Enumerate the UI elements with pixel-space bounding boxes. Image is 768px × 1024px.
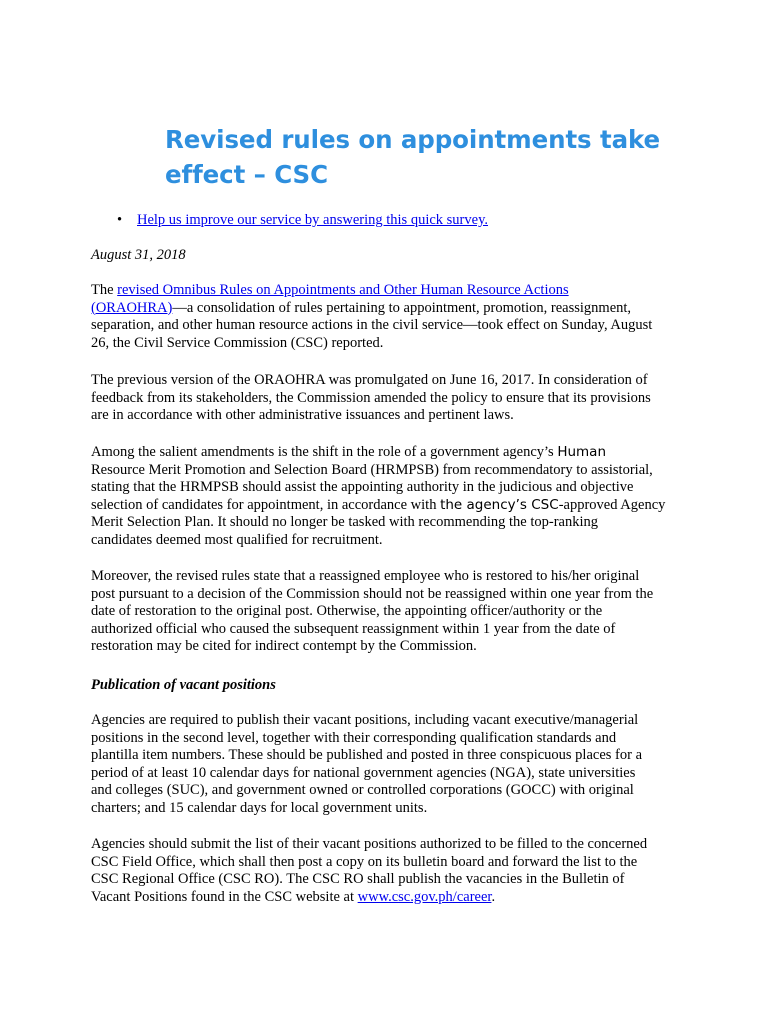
p6-line4-tail: . bbox=[491, 888, 496, 905]
p1-line3: separation, and other human resource actions in the civil service—took effect on Sunday, August bbox=[91, 317, 653, 334]
survey-list bbox=[117, 210, 488, 230]
p3-line4a: selection of candidates for appointment, in accordance with bbox=[91, 496, 441, 513]
p4-line3: date of restoration to the original post. Otherwise, the appointing officer/authority or the bbox=[91, 603, 603, 620]
p2-line1: The previous version of the ORAOHRA was promulgated on June 16, 2017. In consideration of bbox=[91, 372, 648, 388]
p5-line6: charters; and 15 calendar days for local government units. bbox=[91, 799, 428, 816]
p6-line4-lead: Vacant Positions found in the CSC website at bbox=[91, 888, 358, 905]
p3-line5: Merit Selection Plan. It should no longer be tasked with recommending the top-ranking bbox=[91, 514, 598, 531]
paragraph-2 bbox=[91, 372, 691, 425]
paragraph-3 bbox=[91, 444, 691, 550]
p6-line2: CSC Field Office, which shall then post a copy on its bulletin board and forward the list to the bbox=[91, 853, 638, 870]
paragraph-4 bbox=[91, 568, 691, 656]
p4-line5: restoration may be cited for indirect contempt by the Commission. bbox=[91, 638, 477, 655]
p3-line2: Resource Merit Promotion and Selection Board (HRMPSB) from recommendatory to assistorial, bbox=[91, 461, 653, 478]
p3-line4c: -approved Agency bbox=[558, 496, 666, 513]
article-title: Revised rules on appointments take effect – CSC bbox=[165, 125, 661, 189]
p5-line4: period of at least 10 calendar days for national government agencies (NGA), state universities bbox=[91, 764, 636, 781]
paragraph-6 bbox=[91, 836, 691, 906]
p4-line2: post pursuant to a decision of the Commission should not be reassigned within one year from the bbox=[91, 585, 654, 602]
p3-line1a: Among the salient amendments is the shift in the role of a government agency’s bbox=[91, 444, 558, 460]
p5-line2: positions in the second level, together with their corresponding qualification standards and bbox=[91, 729, 617, 746]
p5-line5: and colleges (SUC), and government owned or controlled corporations (GOCC) with original bbox=[91, 782, 634, 799]
p5-line3: plantilla item numbers. These should be published and posted in three conspicuous places for a bbox=[91, 747, 643, 764]
survey-link[interactable]: Help us improve our service by answering this quick survey. bbox=[137, 212, 489, 228]
p1-line4: 26, the Civil Service Commission (CSC) reported. bbox=[91, 334, 384, 351]
p2-line3: are in accordance with other administrative issuances and pertinent laws. bbox=[91, 407, 514, 424]
p4-line4: authorized official who caused the subsequent reassignment within 1 year from the date of bbox=[91, 620, 616, 637]
p4-line1: Moreover, the revised rules state that a reassigned employee who is restored to his/her original bbox=[91, 568, 640, 584]
survey-list-item bbox=[117, 210, 488, 230]
section-subheading: Publication of vacant positions bbox=[91, 677, 276, 693]
article-date: August 31, 2018 bbox=[91, 247, 186, 263]
p3-line3: stating that the HRMPSB should assist the appointing authority in the judicious and objective bbox=[91, 479, 634, 496]
p2-line2: feedback from its stakeholders, the Commission amended the policy to ensure that its provisions bbox=[91, 389, 651, 406]
p6-line1: Agencies should submit the list of their vacant positions authorized to be filled to the concerned bbox=[91, 836, 648, 852]
csc-career-link[interactable]: www.csc.gov.ph/career bbox=[357, 888, 492, 905]
oraohra-link-line2[interactable]: (ORAOHRA) bbox=[91, 299, 173, 316]
p3-line6: candidates deemed most qualified for recruitment. bbox=[91, 531, 383, 548]
p6-line3: CSC Regional Office (CSC RO). The CSC RO shall publish the vacancies in the Bulletin of bbox=[91, 871, 625, 888]
paragraph-5 bbox=[91, 712, 691, 818]
bullet-icon: • bbox=[117, 212, 123, 228]
p5-line1: Agencies are required to publish their vacant positions, including vacant executive/managerial bbox=[91, 712, 639, 728]
p3-line1b: Human bbox=[557, 444, 606, 460]
p1-rest-line2: —a consolidation of rules pertaining to appointment, promotion, reassignment, bbox=[172, 299, 632, 316]
p3-line4b: the agency’s CSC bbox=[440, 496, 559, 513]
p1-lead: The bbox=[91, 282, 118, 298]
paragraph-1 bbox=[91, 282, 691, 352]
oraohra-link-line1[interactable]: revised Omnibus Rules on Appointments and Other Human Resource Actions bbox=[117, 282, 569, 298]
